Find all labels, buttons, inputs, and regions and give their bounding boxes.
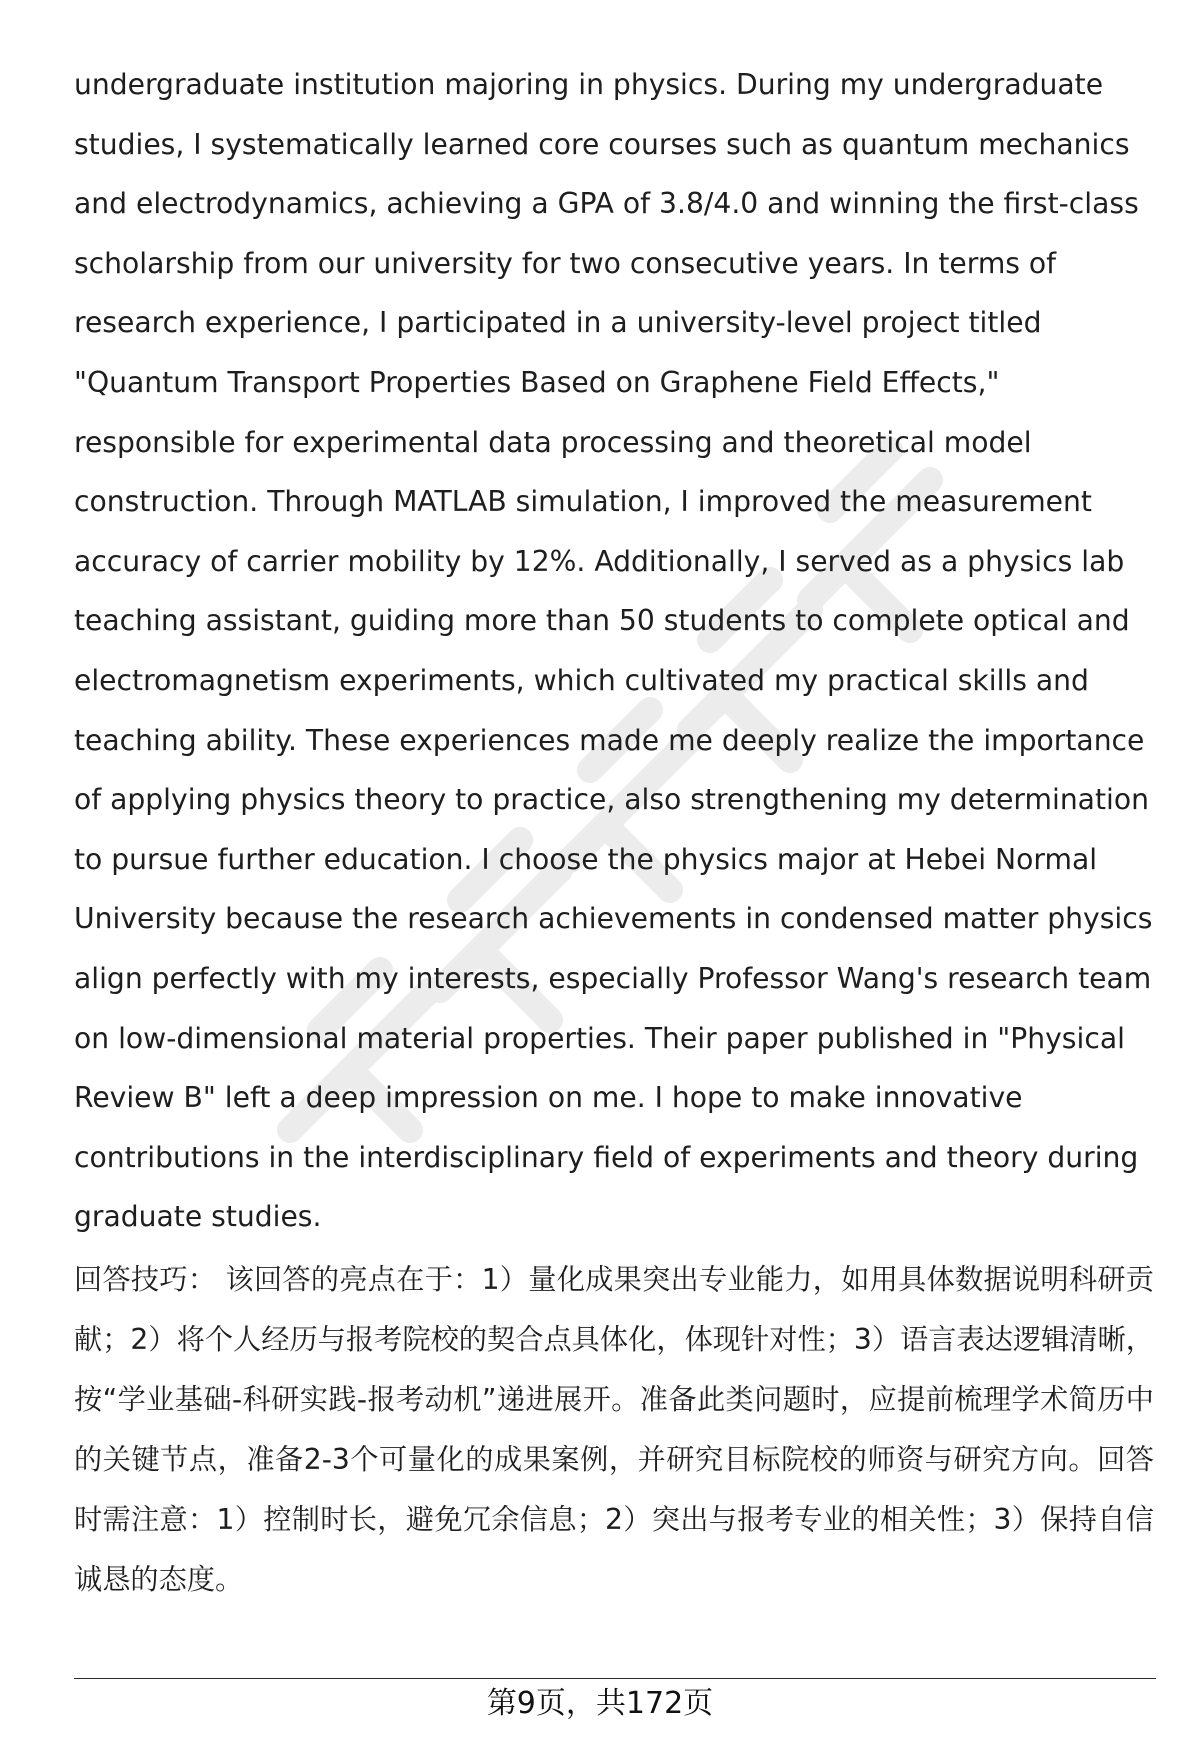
answer-tips-paragraph: 回答技巧： 该回答的亮点在于：1）量化成果突出专业能力，如用具体数据说明科研贡献；2）将个人经历与报考院校的契合点具体化，体现针对性；3）语言表达逻辑清晰，按“学业基础-科研实践-报考动机”递进展开。准备此类问题时，应提前梳理学术简历中的关键节点，准备2-3个可量化的成果案例，并研究目标院校的师资与研究方向。回答时需注意：1）控制时长，避免冗余信息；2）突出与报考专业的相关性；3）保持自信诚恳的态度。: [74, 1263, 1154, 1596]
footer-divider: [74, 1678, 1156, 1679]
page-number: 第9页，共172页: [486, 1686, 714, 1721]
body-paragraph: undergraduate institution majoring in physics. During my undergraduate studies, I systematically learned core courses such as quantum mechanics and electrodynamics, achieving a GPA of 3.8/4.0 and winning the first-class scholarship from our university for two consecutive years. In terms of research experience, I participated in a university-level project titled "Quantum Transport Properties Based on Graphene Field Effects," responsible for experimental data processing and theoretical model construction. Through MATLAB simulation, I improved the measurement accuracy of carrier mobility by 12%. Additionally, I served as a physics lab teaching assistant, guiding more than 50 students to complete optical and electromagnetism experiments, which cultivated my practical skills and teaching ability. These experiences made me deeply realize the importance of applying physics theory to practice, also strengthening my determination to pursue further education. I choose the physics major at Hebei Normal University because the research achievements in condensed matter physics align perfectly with my interests, especially Professor Wang's research team on low-dimensional material properties. Their paper published in "Physical Review B" left a deep impression on me. I hope to make innovative contributions in the interdisciplinary field of experiments and theory during graduate studies.: [74, 68, 1153, 1234]
